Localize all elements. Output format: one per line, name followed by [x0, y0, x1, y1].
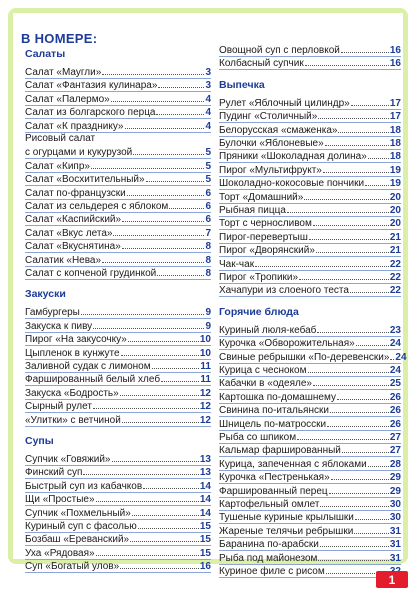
toc-entry[interactable] [219, 43, 401, 57]
toc-entry[interactable] [219, 457, 401, 471]
toc-entry[interactable] [219, 123, 401, 137]
toc-entry[interactable] [219, 470, 401, 484]
dot-leader [299, 270, 389, 280]
dot-leader [327, 417, 389, 427]
dot-leader [354, 524, 389, 534]
dot-leader [113, 226, 204, 236]
dot-leader [102, 253, 204, 263]
entry-title: Курочка «Обворожительная» [219, 338, 355, 350]
entry-title: Торт с черносливом [219, 218, 312, 230]
dot-leader [368, 457, 389, 467]
toc-entry[interactable] [219, 336, 401, 350]
entry-page: 30 [389, 512, 401, 524]
toc-entry[interactable] [25, 105, 211, 119]
dot-leader [287, 203, 389, 213]
entry-title: Курочка «Пестренькая» [219, 472, 330, 484]
entry-page: 5 [205, 147, 211, 159]
entry-page: 13 [199, 454, 211, 465]
entry-page: 17 [389, 97, 401, 109]
entry-page: 22 [389, 285, 401, 297]
entry-page: 3 [205, 80, 211, 92]
toc-entry[interactable] [219, 257, 401, 271]
entry-page: 31 [389, 552, 401, 564]
entry-title: Кабачки в «одеяле» [219, 378, 312, 390]
dot-leader [157, 266, 204, 276]
entry-page: 17 [389, 111, 401, 123]
entry-title: Куриный суп с фасолью [25, 521, 137, 532]
dot-leader [304, 190, 389, 200]
entry-title: Салат из болгарского перца [25, 107, 156, 119]
entry-title: Шоколадно-кокосовые пончики [219, 178, 365, 190]
dot-leader [96, 492, 199, 502]
dot-leader [356, 336, 389, 346]
entry-title: Рисовый салат [25, 133, 96, 144]
entry-title: Курица с чесноком [219, 365, 307, 376]
dot-leader [83, 465, 198, 475]
entry-page: 26 [389, 391, 401, 403]
toc-entry[interactable] [219, 176, 401, 190]
toc-entry[interactable] [25, 413, 211, 427]
toc-entry[interactable] [219, 136, 401, 150]
toc-entry[interactable] [25, 546, 211, 560]
toc-entry[interactable] [25, 332, 211, 346]
dot-leader [320, 497, 388, 507]
entry-page: 21 [389, 245, 401, 257]
dot-leader [338, 123, 388, 133]
entry-title: Овощной суп с перловкой [219, 45, 340, 56]
entry-page: 10 [199, 334, 211, 346]
entry-title: Финский суп [25, 467, 83, 479]
dot-leader [138, 519, 199, 529]
dot-leader [330, 403, 389, 413]
dot-leader [169, 199, 204, 209]
entry-page: 24 [395, 351, 407, 363]
entry-title: Заливной судак с лимоном [25, 361, 151, 372]
entry-page: 14 [199, 494, 211, 506]
toc-entry[interactable] [25, 212, 211, 226]
toc-entry[interactable] [219, 497, 401, 511]
dot-leader [120, 386, 199, 396]
entry-page: 24 [389, 338, 401, 350]
toc-entry[interactable] [25, 145, 211, 159]
dot-leader [91, 159, 204, 169]
toc-entry[interactable] [25, 172, 211, 186]
entry-title: Торт «Домашний» [219, 191, 304, 203]
toc-entry[interactable] [25, 359, 211, 373]
entry-title: Тушеные куриные крылышки [219, 512, 354, 524]
toc-entry[interactable] [219, 430, 401, 444]
dot-leader [320, 537, 389, 547]
dot-leader [325, 136, 389, 146]
entry-title: Хачапури из слоеного теста [219, 285, 349, 297]
dot-leader [355, 510, 389, 520]
dot-leader [121, 346, 199, 356]
toc-entry[interactable] [25, 346, 211, 360]
entry-page: 16 [389, 45, 401, 56]
dot-leader [130, 532, 199, 542]
entry-page: 19 [389, 178, 401, 190]
toc-entry[interactable] [25, 386, 211, 400]
entry-page: 7 [205, 227, 211, 239]
dot-leader [102, 65, 204, 75]
entry-title: Закуска к пиву [25, 320, 93, 332]
toc-entry[interactable] [25, 372, 211, 386]
entry-title: Жареные телячьи ребрышки [219, 525, 354, 537]
dot-leader [128, 332, 199, 342]
toc-entry[interactable] [25, 465, 211, 479]
entry-page: 14 [199, 507, 211, 519]
entry-page: 27 [389, 445, 401, 457]
entry-title: Уха «Рядовая» [25, 547, 95, 559]
entry-title: Салат с копченой грудинкой [25, 268, 157, 279]
entry-title: Картофельный омлет [219, 499, 320, 510]
entry-page: 18 [389, 124, 401, 136]
section-title: Выпечка [219, 78, 265, 91]
toc-entry[interactable] [25, 452, 211, 466]
entry-page: 15 [199, 547, 211, 559]
toc-entry[interactable] [219, 417, 401, 431]
entry-title: Рыба со шпиком [219, 432, 297, 443]
entry-page: 16 [199, 561, 211, 573]
entry-page: 14 [199, 480, 211, 492]
entry-title: Баранина по-арабски [219, 539, 319, 551]
dot-leader [341, 43, 389, 53]
entry-page: 27 [389, 432, 401, 443]
toc-entry[interactable] [25, 119, 211, 133]
entry-page: 3 [205, 67, 211, 78]
contents-page [8, 8, 408, 577]
toc-entry[interactable] [25, 132, 211, 145]
toc-entry[interactable] [219, 203, 401, 217]
entry-page: 28 [389, 458, 401, 470]
entry-title: Цыпленок в кунжуте [25, 347, 120, 359]
entry-title: Пудинг «Столичный» [219, 111, 318, 123]
toc-entry[interactable] [25, 492, 211, 506]
dot-leader [368, 149, 389, 159]
dot-leader [127, 186, 205, 196]
toc-entry[interactable] [25, 226, 211, 240]
section-title: Горячие блюда [219, 305, 299, 318]
section-title: Закуски [25, 288, 66, 301]
dot-leader [365, 176, 389, 186]
entry-page: 8 [205, 254, 211, 266]
entry-title: Супчик «Похмельный» [25, 507, 131, 519]
dot-leader [316, 243, 389, 253]
toc-entry[interactable] [25, 199, 211, 213]
toc-entry[interactable] [219, 243, 401, 257]
toc-entry[interactable] [25, 65, 211, 79]
dot-leader [112, 452, 199, 462]
dot-leader [133, 145, 204, 155]
entry-page: 11 [200, 361, 211, 372]
dot-leader [313, 216, 389, 226]
entry-title: Колбасный супчик [219, 58, 304, 70]
entry-page: 5 [205, 160, 211, 172]
entry-title: Свиные ребрышки «По-деревенски» [219, 351, 390, 363]
entry-page: 18 [389, 138, 401, 149]
entry-title: Сырный рулет [25, 401, 92, 413]
entry-page: 20 [389, 191, 401, 203]
entry-page: 29 [389, 472, 401, 484]
entry-page: 8 [205, 241, 211, 253]
entry-title: Булочки «Яблоневые» [219, 138, 324, 149]
dot-leader [350, 283, 389, 293]
entry-title: Пирог «Дворянский» [219, 245, 315, 257]
dot-leader [318, 109, 389, 119]
dot-leader [146, 172, 205, 182]
contents-header: В НОМЕРЕ: [21, 31, 98, 46]
dot-leader [143, 479, 199, 489]
entry-title: Рыбная пицца [219, 205, 286, 216]
entry-title: Быстрый суп из кабачков [25, 480, 143, 492]
dot-leader [122, 239, 205, 249]
section-title: Супы [25, 435, 54, 447]
entry-title: Курица, запеченная с яблоками [219, 458, 367, 470]
entry-title: Щи «Простые» [25, 494, 95, 506]
entry-title: Салат «Маугли» [25, 67, 102, 78]
toc-entry[interactable] [219, 56, 401, 70]
entry-title: Пирог «На закусочку» [25, 334, 127, 346]
dot-leader [313, 376, 389, 386]
toc-entry[interactable] [25, 506, 211, 520]
toc-entry[interactable] [219, 443, 401, 457]
dot-leader [309, 230, 389, 240]
entry-title: Салат «Каспийский» [25, 214, 122, 226]
dot-leader [81, 305, 205, 315]
entry-page: 16 [389, 58, 401, 70]
toc-entry[interactable] [25, 519, 211, 533]
dot-leader [158, 78, 204, 88]
toc-entry[interactable] [25, 319, 211, 333]
section-title: Салаты [25, 48, 66, 60]
entry-page: 12 [199, 414, 211, 426]
entry-title: Салат «Восхитительный» [25, 174, 145, 186]
entry-title: Фаршированный перец [219, 485, 328, 497]
toc-entry[interactable] [219, 390, 401, 404]
entry-page: 9 [205, 307, 211, 319]
entry-page: 29 [389, 485, 401, 497]
toc-entry[interactable] [25, 159, 211, 173]
toc-entry[interactable] [219, 350, 407, 364]
entry-title: Салат «Палермо» [25, 93, 110, 105]
entry-title: Шницель по-матросски [219, 418, 327, 430]
toc-entry[interactable] [25, 239, 211, 253]
dot-leader [161, 372, 199, 382]
entry-page: 31 [389, 539, 401, 551]
entry-page: 12 [199, 401, 211, 413]
entry-page: 31 [389, 525, 401, 537]
toc-entry[interactable] [219, 230, 401, 244]
toc-entry[interactable] [25, 78, 211, 92]
entry-page: 19 [389, 164, 401, 176]
entry-title: Гамбургеры [25, 307, 80, 319]
toc-entry[interactable] [25, 186, 211, 200]
entry-page: 15 [199, 521, 211, 532]
entry-page: 8 [205, 268, 211, 279]
dot-leader [308, 363, 389, 373]
entry-title: Супчик «Говяжий» [25, 454, 111, 465]
toc-entry[interactable] [219, 96, 401, 110]
toc-entry[interactable] [219, 109, 401, 123]
entry-title: Закуска «Бодрость» [25, 387, 119, 399]
entry-title: Салат «Кипр» [25, 160, 90, 172]
entry-title: Рыба под майонезом [219, 552, 318, 564]
dot-leader [323, 163, 389, 173]
dot-leader [342, 443, 389, 453]
dot-leader [318, 551, 388, 561]
entry-page: 26 [389, 405, 401, 417]
entry-title: Куриное филе с рисом [219, 566, 325, 577]
toc-entry[interactable] [219, 484, 401, 498]
entry-page: 24 [389, 365, 401, 376]
entry-page: 9 [205, 320, 211, 332]
dot-leader [329, 484, 389, 494]
entry-title: Салат из сельдерея с яблоком [25, 201, 169, 212]
dot-leader [152, 359, 200, 369]
toc-entry[interactable] [219, 564, 401, 578]
dot-leader [93, 399, 199, 409]
entry-title: Кальмар фаршированный [219, 445, 341, 457]
dot-leader [390, 350, 394, 360]
entry-page: 6 [205, 187, 211, 199]
entry-title: Салат «К празднику» [25, 120, 124, 132]
dot-leader [297, 430, 389, 440]
toc-entry[interactable] [25, 253, 211, 267]
entry-page: 11 [200, 374, 211, 386]
entry-page: 5 [205, 174, 211, 186]
page-number: 1 [376, 571, 408, 588]
dot-leader [317, 323, 389, 333]
dot-leader [122, 413, 199, 423]
dot-leader [305, 56, 389, 66]
entry-title: Салатик «Нева» [25, 254, 102, 266]
toc-entry[interactable] [219, 163, 401, 177]
entry-page: 25 [389, 378, 401, 390]
entry-page: 6 [205, 214, 211, 226]
toc-entry[interactable] [219, 270, 401, 284]
entry-title: Салат «Фантазия кулинара» [25, 80, 158, 92]
entry-title: Свинина по-итальянски [219, 405, 329, 417]
entry-title: Пирог-перевертыш [219, 231, 308, 243]
entry-title: Салат «Вкуснятина» [25, 241, 121, 253]
contents-sheet [13, 13, 407, 577]
entry-page: 4 [205, 107, 211, 119]
dot-leader [331, 470, 389, 480]
entry-title: «Улитки» с ветчиной [25, 414, 121, 426]
toc-entry[interactable] [25, 479, 211, 493]
toc-entry[interactable] [219, 283, 401, 297]
dot-leader [351, 96, 389, 106]
dot-leader [111, 92, 205, 102]
toc-entry[interactable] [219, 216, 401, 230]
dot-leader [125, 119, 205, 129]
entry-title: с огурцами и кукурузой [25, 147, 133, 159]
entry-page: 26 [389, 418, 401, 430]
entry-page: 21 [389, 231, 401, 243]
dot-leader [255, 257, 389, 267]
toc-entry[interactable] [219, 190, 401, 204]
toc-entry[interactable] [219, 149, 401, 163]
dot-leader [96, 546, 199, 556]
entry-title: Картошка по-домашнему [219, 391, 336, 403]
entry-page: 4 [205, 120, 211, 132]
entry-title: Фаршированный белый хлеб [25, 374, 161, 386]
dot-leader [122, 212, 204, 222]
entry-title: Пряники «Шоколадная долина» [219, 151, 367, 163]
entry-page: 23 [389, 324, 401, 336]
entry-title: Салат по-французски [25, 187, 126, 199]
entry-title: Куриный люля-кебаб [219, 324, 317, 336]
dot-leader [120, 559, 199, 569]
toc-entry[interactable] [25, 92, 211, 106]
entry-page: 12 [199, 387, 211, 399]
entry-title: Бозбаш «Ереванский» [25, 534, 130, 546]
toc-entry[interactable] [25, 305, 211, 319]
toc-entry[interactable] [25, 532, 211, 546]
entry-page: 22 [389, 272, 401, 283]
entry-title: Пирог «Тропики» [219, 272, 299, 283]
toc-entry[interactable] [219, 376, 401, 390]
dot-leader [132, 506, 199, 516]
entry-page: 15 [199, 534, 211, 546]
dot-leader [93, 319, 204, 329]
entry-page: 13 [199, 467, 211, 479]
toc-entry[interactable] [219, 524, 401, 538]
entry-page: 20 [389, 205, 401, 216]
entry-page: 20 [389, 218, 401, 230]
toc-entry[interactable] [219, 510, 401, 524]
toc-entry[interactable] [25, 399, 211, 413]
toc-entry[interactable] [219, 363, 401, 377]
entry-page: 4 [205, 93, 211, 105]
toc-entry[interactable] [219, 537, 401, 551]
toc-entry[interactable] [25, 266, 211, 280]
toc-entry[interactable] [25, 559, 211, 573]
entry-title: Салат «Вкус лета» [25, 227, 113, 239]
entry-page: 10 [199, 347, 211, 359]
dot-leader [337, 390, 389, 400]
entry-page: 6 [205, 201, 211, 212]
entry-title: Пирог «Мультифрукт» [219, 164, 322, 176]
toc-entry[interactable] [219, 403, 401, 417]
entry-title: Чак-чак [219, 258, 255, 270]
toc-entry[interactable] [219, 551, 401, 565]
dot-leader [156, 105, 204, 115]
entry-page: 30 [389, 499, 401, 510]
entry-page: 18 [389, 151, 401, 163]
entry-title: Белорусская «смаженка» [219, 124, 338, 136]
entry-page: 22 [389, 258, 401, 270]
toc-entry[interactable] [219, 323, 401, 337]
entry-title: Суп «Богатый улов» [25, 561, 120, 573]
entry-title: Рулет «Яблочный цилиндр» [219, 97, 350, 109]
